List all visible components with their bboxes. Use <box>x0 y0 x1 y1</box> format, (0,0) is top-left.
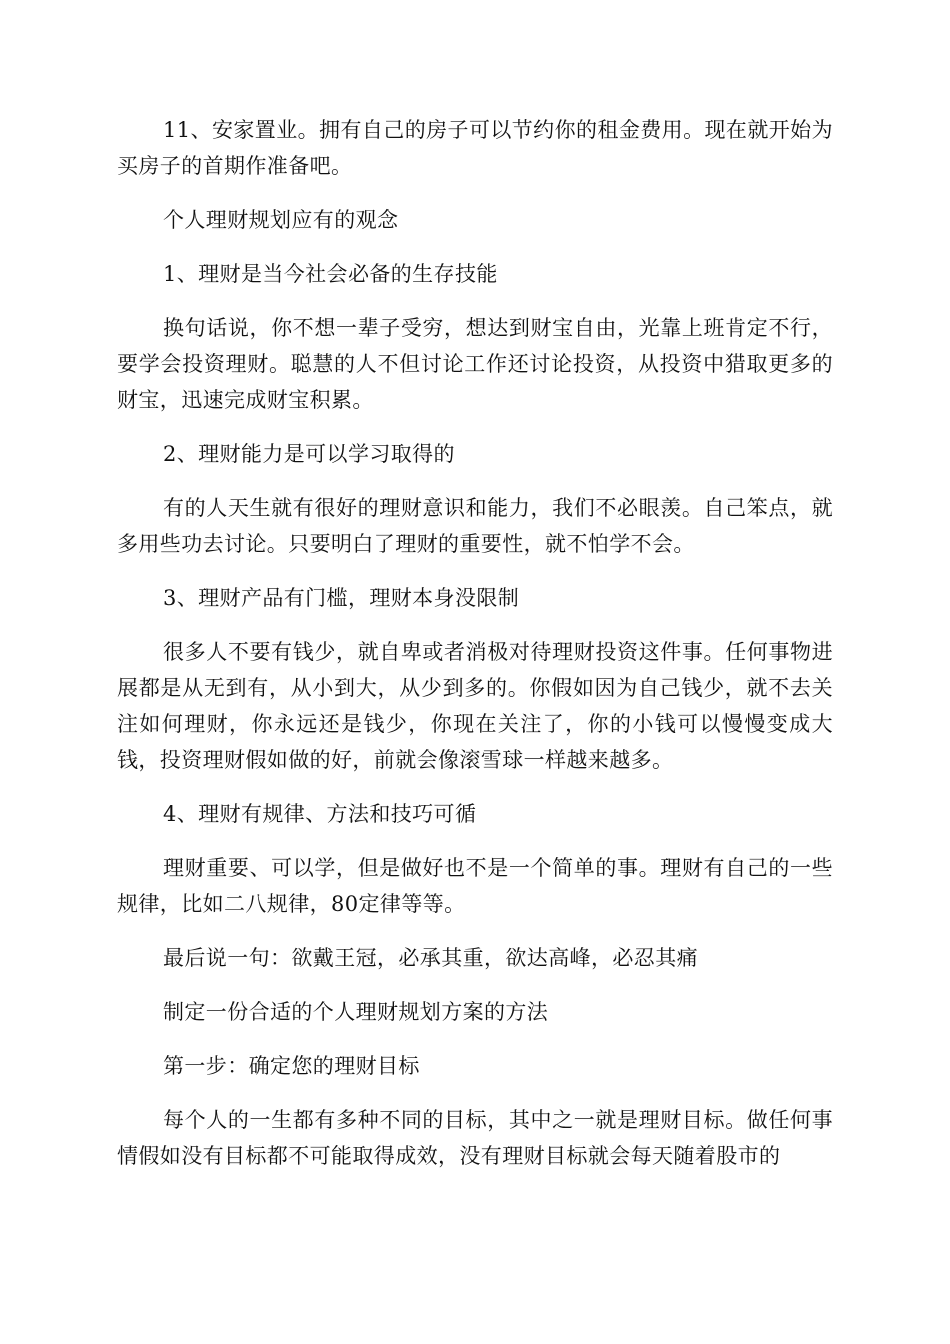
paragraph-concept-2: 有的人天生就有很好的理财意识和能力，我们不必眼羡。自己笨点，就多用些功去讨论。只要明白了理财的重要性，就不怕学不会。 <box>117 496 833 556</box>
paragraph-concept-4: 理财重要、可以学，但是做好也不是一个简单的事。理财有自己的一些规律，比如二八规律，80定律等等。 <box>117 856 833 916</box>
heading-concept-1: 1、理财是当今社会必备的生存技能 <box>163 262 498 286</box>
paragraph-closing-quote: 最后说一句：欲戴王冠，必承其重，欲达高峰，必忍其痛 <box>163 946 698 970</box>
paragraph-home-purchase: 11、安家置业。拥有自己的房子可以节约你的租金费用。现在就开始为买房子的首期作准备吧。 <box>117 118 833 178</box>
paragraph-concept-3: 很多人不要有钱少，就自卑或者消极对待理财投资这件事。任何事物进展都是从无到有，从小到大，从少到多的。你假如因为自己钱少，就不去关注如何理财，你永远还是钱少，你现在关注了，你的小钱可以慢慢变成大钱，投资理财假如做的好，前就会像滚雪球一样越来越多。 <box>117 640 833 772</box>
paragraph-step-1: 每个人的一生都有多种不同的目标，其中之一就是理财目标。做任何事情假如没有目标都不可能取得成效，没有理财目标就会每天随着股市的 <box>117 1108 833 1168</box>
heading-concept-4: 4、理财有规律、方法和技巧可循 <box>163 802 477 826</box>
heading-step-1: 第一步：确定您的理财目标 <box>163 1054 420 1078</box>
paragraph-concept-1: 换句话说，你不想一辈子受穷，想达到财宝自由，光靠上班肯定不行，要学会投资理财。聪慧的人不但讨论工作还讨论投资，从投资中猎取更多的财宝，迅速完成财宝积累。 <box>117 316 833 412</box>
heading-planning-method: 制定一份合适的个人理财规划方案的方法 <box>163 1000 549 1024</box>
heading-concept-3: 3、理财产品有门槛，理财本身没限制 <box>163 586 520 610</box>
document-page <box>117 112 833 1192</box>
heading-financial-concepts: 个人理财规划应有的观念 <box>163 208 399 232</box>
heading-concept-2: 2、理财能力是可以学习取得的 <box>163 442 455 466</box>
